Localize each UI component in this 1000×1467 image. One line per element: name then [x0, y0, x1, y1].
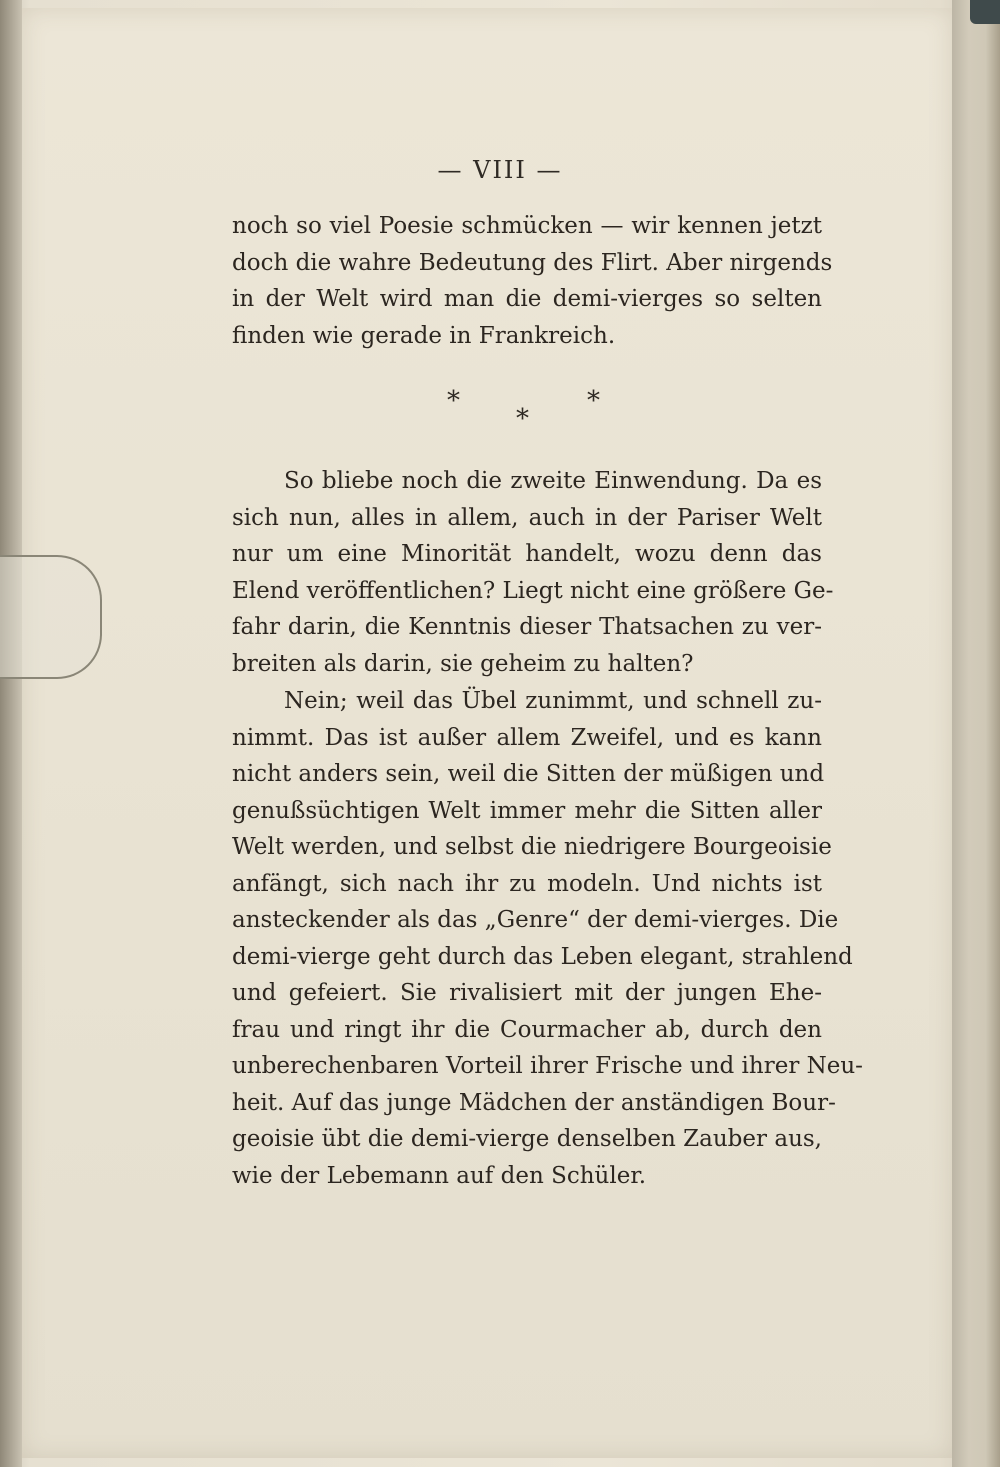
text-line: in der Welt wird man die demi-vierges so selten: [232, 286, 822, 312]
text-line: So bliebe noch die zweite Einwendung. Da es: [284, 468, 822, 494]
text-line: ansteckender als das „Genre“ der demi-vierges. Die: [232, 907, 839, 933]
text-line: nimmt. Das ist außer allem Zweifel, und es kann: [232, 724, 822, 751]
asterisk: *: [516, 404, 529, 434]
text-line: sich nun, alles in allem, auch in der Pariser Welt: [232, 504, 822, 531]
text-line: Elend veröffentlichen? Liegt nicht eine größere Ge-: [232, 577, 834, 604]
text-line: genußsüchtigen Welt immer mehr die Sitten aller: [232, 797, 822, 824]
page-stack-edge: [952, 0, 1000, 1467]
running-head-page-number: — VIII —: [437, 156, 563, 184]
text-line: geoisie übt die demi-vierge denselben Zauber aus,: [232, 1126, 822, 1152]
asterisk: *: [447, 386, 460, 416]
text-line: unberechenbaren Vorteil ihrer Frische und ihrer Neu-: [232, 1053, 863, 1079]
text-line: frau und ringt ihr die Courmacher ab, durch den: [232, 1016, 822, 1043]
paragraph-answer: [232, 683, 863, 1194]
page-clip: [0, 555, 102, 679]
book-cover-corner: [970, 0, 1000, 24]
asterisk: *: [587, 386, 600, 416]
text-line: noch so viel Poesie schmücken — wir kennen jetzt: [232, 213, 822, 239]
text-line: wie der Lebemann auf den Schüler.: [232, 1162, 647, 1189]
text-line: fahr darin, die Kenntnis dieser Thatsachen zu ver-: [232, 614, 822, 640]
book-spine-edge: [0, 0, 22, 1467]
text-line: und gefeiert. Sie rivalisiert mit der jungen Ehe-: [232, 980, 822, 1006]
paragraph-continuation: [232, 208, 833, 354]
text-line: nicht anders sein, weil die Sitten der müßigen und: [232, 761, 825, 787]
text-line: Welt werden, und selbst die niedrigere Bourgeoisie: [232, 834, 832, 860]
text-line: nur um eine Minorität handelt, wozu denn das: [232, 541, 822, 567]
text-line: breiten als darin, sie geheim zu halten?: [232, 650, 694, 677]
text-line: Nein; weil das Übel zunimmt, und schnell zu-: [284, 688, 822, 714]
text-line: demi-vierge geht durch das Leben elegant, strahlend: [232, 943, 853, 970]
text-line: finden wie gerade in Frankreich.: [232, 322, 616, 349]
section-separator-asterism: [0, 386, 1000, 436]
paragraph-second-objection: [232, 463, 834, 682]
text-line: doch die wahre Bedeutung des Flirt. Aber nirgends: [232, 249, 833, 276]
text-line: heit. Auf das junge Mädchen der anständigen Bour-: [232, 1089, 836, 1116]
text-line: anfängt, sich nach ihr zu modeln. Und nichts ist: [232, 870, 822, 897]
